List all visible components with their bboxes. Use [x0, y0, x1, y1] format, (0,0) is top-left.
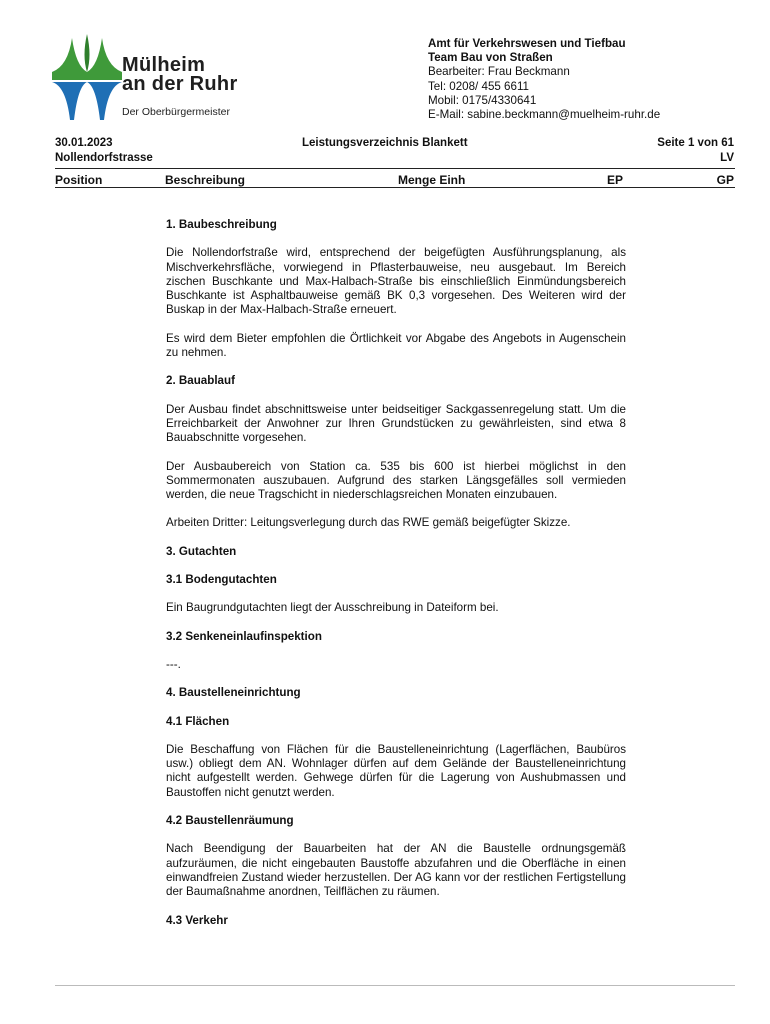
office-mobile: Mobil: 0175/4330641	[428, 93, 537, 107]
paragraph: Es wird dem Bieter empfohlen die Örtlichkeit vor Abgabe des Angebots in Augenschein zu nehmen.	[166, 331, 626, 360]
paragraph: Nach Beendigung der Bauarbeiten hat der AN die Baustelle ordnungsgemäß aufzuräumen, die nicht eingebauten Baustoffe abzufahren und die Oberfläche in einen einwandfreien Zustand wieder herzustellen. Der AG kann vor der restlichen Fertigstellung der Baumaßnahme anordnen, Teilflächen zu räumen.	[166, 842, 626, 899]
paragraph: Arbeiten Dritter: Leitungsverlegung durch das RWE gemäß beigefügter Skizze.	[166, 516, 571, 530]
paragraph: Die Beschaffung von Flächen für die Baustelleneinrichtung (Lagerflächen, Baubüros usw.) obliegt dem AN. Wohnlager dürfen auf dem Gelände der Baustelleneinrichtung nicht aufgestellt werden. Gehwege dürfen für die Lagerung von Aushubmassen und Baustoffen nicht genutzt werden.	[166, 742, 626, 799]
project-name: Nollendorfstrasse	[55, 152, 153, 164]
subsection-heading: 3.2 Senkeneinlaufinspektion	[166, 629, 322, 643]
paragraph: Der Ausbau findet abschnittsweise unter beidseitiger Sackgassenregelung statt. Um die Erreichbarkeit der Anwohner zur Ihren Grundstücken zu gewährleisten, sind etwa 8 Bauabschnitte vorgesehen.	[166, 402, 626, 445]
city-emblem-icon	[52, 34, 122, 124]
column-ep: EP	[607, 173, 624, 187]
section-heading: 3. Gutachten	[166, 544, 237, 558]
header-divider-bottom	[55, 187, 735, 188]
subsection-heading: 4.2 Baustellenräumung	[166, 814, 294, 828]
lv-label: LV	[720, 152, 734, 164]
office-phone: Tel: 0208/ 455 6611	[428, 79, 529, 93]
header-divider-top	[55, 168, 735, 169]
section-heading: 2. Bauablauf	[166, 374, 235, 388]
office-email: E-Mail: sabine.beckmann@muelheim-ruhr.de	[428, 108, 661, 122]
office-team: Team Bau von Straßen	[428, 51, 553, 65]
paragraph: Die Nollendorfstraße wird, entsprechend der beigefügten Ausführungsplanung, als Mischverkehrsfläche, vorwiegend in Pflasterbauweise, neu ausgebaut. Im Bereich zischen Buschkante und Max-Halbach-Straße bis einschließlich Einmündungsbereich Buschkante ist Asphaltbauweise gemäß BK 0,3 vorgesehen. Des Weiteren wird der Buskap in der Max-Halbach-Straße erneuert.	[166, 246, 626, 317]
logo-name-line1: Mülheim	[122, 54, 206, 76]
footer-divider	[55, 985, 735, 986]
column-gp: GP	[716, 173, 734, 187]
office-department: Amt für Verkehrswesen und Tiefbau	[428, 37, 626, 50]
logo-subtitle: Der Oberbürgermeister	[122, 106, 230, 118]
logo-city-name	[122, 56, 238, 94]
subsection-heading: 4.3 Verkehr	[166, 913, 228, 927]
column-description: Beschreibung	[165, 173, 246, 187]
section-heading: 1. Baubeschreibung	[166, 218, 277, 231]
logo-name-line2: an der Ruhr	[122, 73, 238, 95]
office-address-block	[428, 37, 660, 122]
paragraph: Ein Baugrundgutachten liegt der Ausschreibung in Dateiform bei.	[166, 601, 499, 615]
document-body	[166, 218, 626, 942]
document-title: Leistungsverzeichnis Blankett	[302, 137, 468, 149]
column-quantity-unit: Menge Einh	[398, 173, 466, 187]
paragraph: ---.	[166, 657, 181, 671]
section-heading: 4. Baustelleneinrichtung	[166, 686, 301, 700]
column-position: Position	[55, 173, 103, 187]
subsection-heading: 4.1 Flächen	[166, 714, 230, 728]
office-handler: Bearbeiter: Frau Beckmann	[428, 65, 570, 79]
city-logo	[52, 34, 262, 124]
page-number: Seite 1 von 61	[657, 137, 734, 149]
subsection-heading: 3.1 Bodengutachten	[166, 573, 277, 587]
document-date: 30.01.2023	[55, 137, 113, 149]
paragraph: Der Ausbaubereich von Station ca. 535 bis 600 ist hierbei möglichst in den Sommermonaten auszubauen. Aufgrund des starken Längsgefälles soll vermieden werden, die neue Tragschicht in niederschlagsreichen Monaten einzubauen.	[166, 459, 626, 502]
